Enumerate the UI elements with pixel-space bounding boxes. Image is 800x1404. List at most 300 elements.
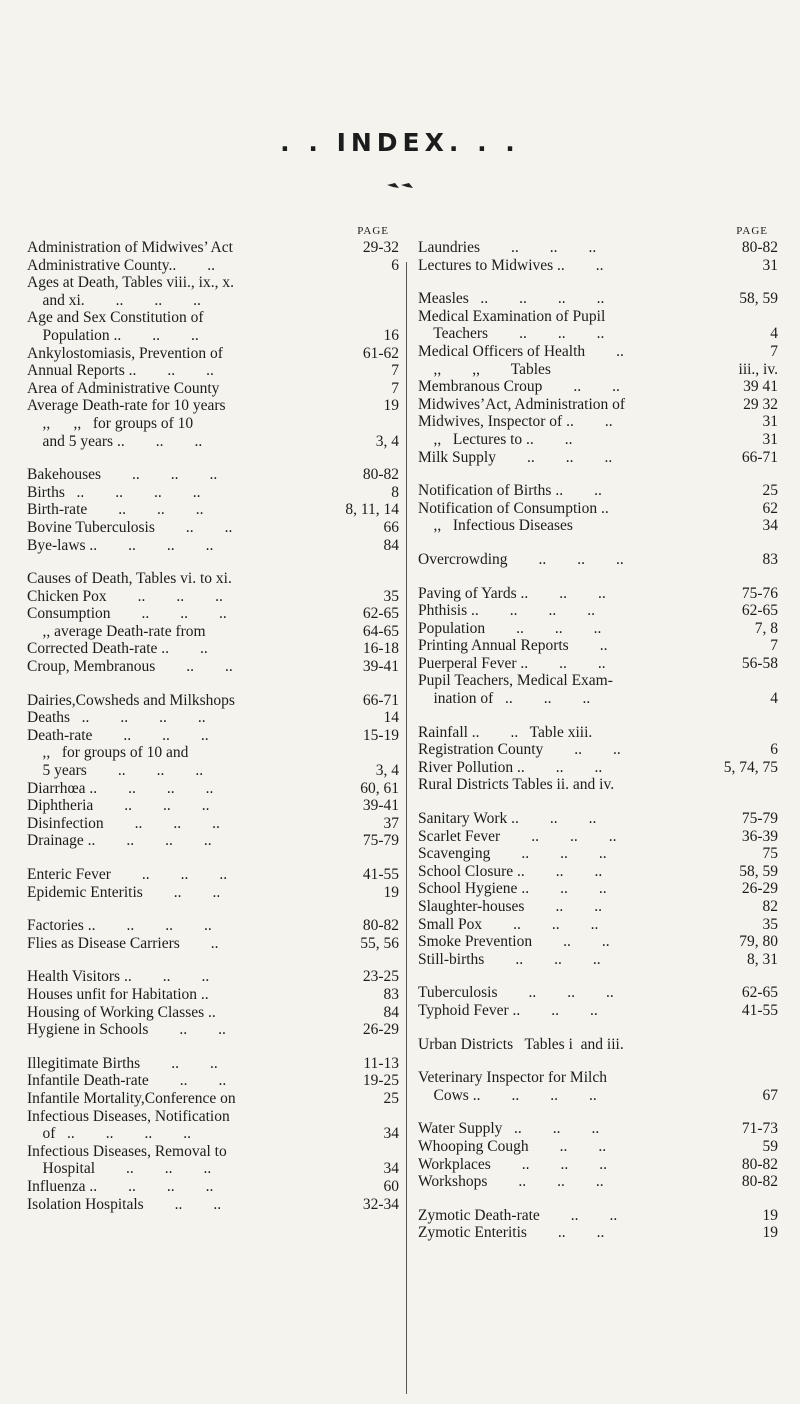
index-entry xyxy=(27,484,399,502)
index-term: Puerperal Fever .. .. .. xyxy=(418,654,606,672)
index-term: of .. .. .. .. xyxy=(27,1125,192,1143)
index-pages: 26-29 xyxy=(741,880,778,898)
index-entry xyxy=(27,239,399,257)
index-entry xyxy=(418,1207,778,1225)
index-entry xyxy=(418,620,778,638)
index-list xyxy=(27,239,399,1213)
index-term: Deaths .. .. .. .. xyxy=(27,709,206,727)
index-term: Diphtheria .. .. .. xyxy=(27,797,210,815)
index-term: Administration of Midwives’ Act xyxy=(27,239,233,256)
index-pages: 3, 4 xyxy=(375,432,399,450)
index-pages: 34 xyxy=(383,1125,399,1143)
index-entry xyxy=(27,327,399,345)
index-term: Rainfall .. .. Table xiii. xyxy=(418,723,593,741)
index-entry xyxy=(418,449,778,467)
index-term: River Pollution .. .. .. xyxy=(418,758,603,776)
index-pages: 3, 4 xyxy=(375,762,399,780)
index-term: Veterinary Inspector for Milch xyxy=(418,1069,607,1087)
index-entry xyxy=(418,933,778,951)
index-pages: 41-55 xyxy=(362,866,399,883)
index-pages: 66-71 xyxy=(362,691,399,709)
section-gap xyxy=(418,1191,778,1207)
index-term: Registration County .. .. xyxy=(418,741,621,759)
index-entry xyxy=(27,744,399,762)
index-entry xyxy=(27,1160,399,1178)
index-pages: 26-29 xyxy=(362,1021,399,1039)
index-pages: 80-82 xyxy=(741,239,778,256)
index-term: Average Death-rate for 10 years xyxy=(27,397,226,415)
index-term: ination of .. .. .. xyxy=(418,690,591,708)
index-pages: 37 xyxy=(383,814,399,832)
index-pages: 32-34 xyxy=(362,1195,399,1213)
index-entry xyxy=(27,466,399,484)
index-pages: 34 xyxy=(383,1160,399,1178)
index-term: Infantile Mortality,Conference on xyxy=(27,1089,236,1107)
index-term: Typhoid Fever .. .. .. xyxy=(418,1001,598,1019)
index-entry xyxy=(27,345,399,363)
index-term: Flies as Disease Carriers .. xyxy=(27,934,219,952)
section-gap xyxy=(418,1020,778,1036)
index-entry xyxy=(418,863,778,881)
index-term: Administrative County.. .. xyxy=(27,256,215,274)
index-entry xyxy=(27,1004,399,1022)
section-gap xyxy=(27,901,399,917)
index-term: Water Supply .. .. .. xyxy=(418,1120,600,1138)
index-term: Scavenging .. .. .. xyxy=(418,845,607,863)
index-entry xyxy=(27,537,399,555)
index-entry xyxy=(27,797,399,815)
index-term: Infectious Diseases, Notification xyxy=(27,1107,230,1125)
index-term: Rural Districts Tables ii. and iv. xyxy=(418,776,615,794)
index-pages: 23-25 xyxy=(362,968,399,986)
index-pages: 7 xyxy=(391,362,399,380)
index-entry xyxy=(418,828,778,846)
index-pages: 25 xyxy=(762,482,778,500)
index-pages: 25 xyxy=(383,1089,399,1107)
index-pages: 7 xyxy=(770,342,778,360)
index-term: Overcrowding .. .. .. xyxy=(418,550,624,568)
index-pages: 7, 8 xyxy=(754,619,778,637)
index-column-right xyxy=(418,223,778,1242)
index-pages: 7 xyxy=(391,379,399,397)
index-pages: 16-18 xyxy=(362,640,399,658)
section-gap xyxy=(27,450,399,466)
index-term: Membranous Croup .. .. xyxy=(418,378,620,396)
index-entry xyxy=(27,692,399,710)
index-term: Phthisis .. .. .. .. xyxy=(418,602,595,620)
index-term: Whooping Cough .. .. xyxy=(418,1137,607,1155)
index-entry xyxy=(27,397,399,415)
index-entry xyxy=(27,1196,399,1214)
index-pages: 34 xyxy=(762,517,778,535)
index-pages: 11-13 xyxy=(363,1054,399,1072)
index-entry xyxy=(27,780,399,798)
index-term: ,, ,, Tables xyxy=(418,360,551,378)
index-pages: 29 32 xyxy=(743,395,778,413)
page-column-header: PAGE xyxy=(736,225,768,237)
index-term: Bakehouses .. .. .. xyxy=(27,466,218,484)
index-entry xyxy=(418,984,778,1002)
index-entry xyxy=(27,570,399,588)
section-gap xyxy=(418,794,778,810)
index-entry xyxy=(418,585,778,603)
index-column-left xyxy=(27,223,399,1213)
index-pages: 39 41 xyxy=(743,378,778,396)
index-entry xyxy=(418,724,778,742)
index-term: Corrected Death-rate .. .. xyxy=(27,640,208,658)
index-entry xyxy=(27,433,399,451)
index-term: Infantile Death-rate .. .. xyxy=(27,1072,227,1090)
index-term: Tuberculosis .. .. .. xyxy=(418,984,614,1002)
index-term: ,, for groups of 10 and xyxy=(27,744,189,762)
index-entry xyxy=(418,482,778,500)
index-list xyxy=(418,239,778,1242)
index-term: Area of Administrative County xyxy=(27,379,220,397)
index-entry xyxy=(27,917,399,935)
index-term: Chicken Pox .. .. .. xyxy=(27,587,223,605)
index-entry xyxy=(27,986,399,1004)
index-pages: 80-82 xyxy=(741,1155,778,1173)
index-term: Bye-laws .. .. .. .. xyxy=(27,536,214,554)
index-entry xyxy=(27,257,399,275)
index-term: Printing Annual Reports .. xyxy=(418,637,608,655)
index-term: Ankylostomiasis, Prevention of xyxy=(27,344,223,362)
index-pages: 75-76 xyxy=(741,584,778,602)
index-term: Laundries .. .. .. xyxy=(418,239,597,256)
index-entry xyxy=(27,362,399,380)
index-term: Slaughter-houses .. .. xyxy=(418,898,602,915)
section-gap xyxy=(27,850,399,866)
index-term: Epidemic Enteritis .. .. xyxy=(27,883,221,901)
index-entry xyxy=(27,1090,399,1108)
index-pages: 7 xyxy=(770,637,778,655)
index-entry xyxy=(27,640,399,658)
index-entry xyxy=(418,290,778,308)
index-entry xyxy=(418,1087,778,1105)
index-entry xyxy=(27,588,399,606)
index-entry xyxy=(418,916,778,934)
index-entry xyxy=(27,605,399,623)
section-gap xyxy=(418,708,778,724)
index-term: ,, Infectious Diseases xyxy=(418,517,573,535)
index-pages: 6 xyxy=(391,256,399,274)
index-term: Workplaces .. .. .. xyxy=(418,1155,608,1173)
index-pages: 19 xyxy=(762,1224,778,1242)
section-gap xyxy=(418,274,778,290)
index-term: Hospital .. .. .. xyxy=(27,1160,212,1178)
index-pages: 35 xyxy=(383,587,399,605)
index-entry xyxy=(418,1224,778,1242)
index-entry xyxy=(418,690,778,708)
index-pages: 35 xyxy=(762,915,778,933)
section-gap xyxy=(418,1104,778,1120)
index-term: Zymotic Enteritis .. .. xyxy=(418,1224,605,1242)
index-entry xyxy=(418,672,778,690)
index-term: Medical Examination of Pupil xyxy=(418,307,606,325)
index-term: Midwives, Inspector of .. .. xyxy=(418,413,613,431)
index-term: School Closure .. .. .. xyxy=(418,862,603,880)
index-term: Lectures to Midwives .. .. xyxy=(418,256,604,274)
index-pages: 83 xyxy=(383,985,399,1003)
index-entry xyxy=(418,1156,778,1174)
index-pages: 75 xyxy=(762,845,778,863)
index-term: Croup, Membranous .. .. xyxy=(27,658,233,676)
index-pages: 15-19 xyxy=(362,726,399,744)
index-entry xyxy=(418,637,778,655)
index-entry xyxy=(418,239,778,257)
index-entry xyxy=(418,1120,778,1138)
index-entry xyxy=(418,1173,778,1191)
index-pages: 39-41 xyxy=(362,658,399,676)
index-pages: 58, 59 xyxy=(739,862,778,880)
index-pages: 8, 11, 14 xyxy=(345,501,399,519)
index-entry xyxy=(418,551,778,569)
index-entry xyxy=(27,309,399,327)
index-entry xyxy=(27,1178,399,1196)
index-entry xyxy=(27,658,399,676)
index-entry xyxy=(418,898,778,916)
index-entry xyxy=(27,1055,399,1073)
index-pages: 75-79 xyxy=(362,832,399,850)
index-term: Smoke Prevention .. .. xyxy=(418,933,610,951)
index-pages: 31 xyxy=(762,256,778,274)
index-pages: 62-65 xyxy=(362,605,399,623)
index-entry xyxy=(27,1021,399,1039)
index-entry xyxy=(27,968,399,986)
index-entry xyxy=(418,325,778,343)
index-entry xyxy=(27,727,399,745)
index-entry xyxy=(418,1036,778,1054)
index-term: Births .. .. .. .. xyxy=(27,483,201,501)
index-term: ,, average Death-rate from xyxy=(27,622,206,640)
index-term: Illegitimate Births .. .. xyxy=(27,1054,218,1072)
index-pages: 59 xyxy=(762,1137,778,1155)
section-gap xyxy=(27,1039,399,1055)
section-gap xyxy=(27,676,399,692)
index-pages: 55, 56 xyxy=(360,934,399,952)
index-term: Measles .. .. .. .. xyxy=(418,290,605,308)
index-pages: 62-65 xyxy=(741,602,778,620)
index-pages: 16 xyxy=(383,326,399,344)
index-pages: 62-65 xyxy=(741,984,778,1002)
index-pages: 19 xyxy=(383,397,399,415)
index-entry xyxy=(418,361,778,379)
index-term: 5 years .. .. .. xyxy=(27,762,204,780)
index-term: Paving of Yards .. .. .. xyxy=(418,584,606,602)
index-term: Ages at Death, Tables viii., ix., x. xyxy=(27,274,234,292)
index-entry xyxy=(27,709,399,727)
index-entry xyxy=(27,415,399,433)
page-column-header: PAGE xyxy=(357,225,389,237)
index-term: Isolation Hospitals .. .. xyxy=(27,1195,222,1213)
index-entry xyxy=(418,517,778,535)
index-entry xyxy=(27,884,399,902)
index-pages: 60, 61 xyxy=(360,779,399,797)
index-pages: 4 xyxy=(770,325,778,343)
index-entry xyxy=(27,519,399,537)
index-pages: 29-32 xyxy=(362,239,399,256)
index-term: Infectious Diseases, Removal to xyxy=(27,1142,227,1160)
index-term: Cows .. .. .. .. xyxy=(418,1086,597,1104)
index-pages: 82 xyxy=(762,898,778,915)
index-term: and 5 years .. .. .. xyxy=(27,432,203,450)
index-entry xyxy=(418,810,778,828)
index-entry xyxy=(27,501,399,519)
index-entry xyxy=(418,343,778,361)
index-pages: 19 xyxy=(383,883,399,901)
index-pages: 4 xyxy=(770,690,778,708)
index-pages: 5, 74, 75 xyxy=(723,758,778,776)
index-pages: 71-73 xyxy=(741,1120,778,1138)
index-term: Causes of Death, Tables vi. to xi. xyxy=(27,570,232,588)
index-term: Consumption .. .. .. xyxy=(27,605,227,623)
index-entry xyxy=(27,815,399,833)
index-pages: 58, 59 xyxy=(739,290,778,308)
page-title: . . INDEX. . . xyxy=(280,128,520,157)
index-term: Pupil Teachers, Medical Exam- xyxy=(418,672,613,690)
index-entry xyxy=(418,602,778,620)
index-entry xyxy=(27,1125,399,1143)
index-term: Bovine Tuberculosis .. .. xyxy=(27,518,233,536)
index-term: Houses unfit for Habitation .. xyxy=(27,985,209,1003)
index-term: Medical Officers of Health .. xyxy=(418,342,624,360)
index-pages: 60 xyxy=(383,1177,399,1195)
index-pages: 84 xyxy=(383,536,399,554)
section-gap xyxy=(418,569,778,585)
index-entry xyxy=(418,741,778,759)
index-pages: 80-82 xyxy=(741,1173,778,1191)
index-term: Disinfection .. .. .. xyxy=(27,814,220,832)
ornament-icon xyxy=(385,181,415,191)
index-entry xyxy=(27,866,399,884)
index-term: Factories .. .. .. .. xyxy=(27,917,212,935)
index-pages: 75-79 xyxy=(741,810,778,828)
index-entry xyxy=(27,762,399,780)
index-term: Workshops .. .. .. xyxy=(418,1173,604,1191)
index-term: Enteric Fever .. .. .. xyxy=(27,866,228,883)
index-pages: 8 xyxy=(391,483,399,501)
index-term: Diarrhœa .. .. .. .. xyxy=(27,779,214,797)
index-term: Urban Districts Tables i and iii. xyxy=(418,1035,624,1053)
index-pages: 61-62 xyxy=(362,344,399,362)
index-entry xyxy=(418,951,778,969)
index-entry xyxy=(418,500,778,518)
index-entry xyxy=(27,380,399,398)
index-entry xyxy=(27,935,399,953)
section-gap xyxy=(418,1053,778,1069)
index-entry xyxy=(27,832,399,850)
index-pages: 79, 80 xyxy=(739,933,778,951)
index-pages: 80-82 xyxy=(362,466,399,484)
index-term: and xi. .. .. .. xyxy=(27,291,201,309)
index-term: Age and Sex Constitution of xyxy=(27,309,204,327)
index-term: Birth-rate .. .. .. xyxy=(27,501,204,519)
index-pages: 19-25 xyxy=(362,1072,399,1090)
index-pages: 14 xyxy=(383,709,399,727)
index-term: ,, ,, for groups of 10 xyxy=(27,414,194,432)
section-gap xyxy=(418,466,778,482)
section-gap xyxy=(418,968,778,984)
index-term: Housing of Working Classes .. xyxy=(27,1003,216,1021)
index-term: Small Pox .. .. .. xyxy=(418,915,599,933)
index-entry xyxy=(418,1002,778,1020)
section-gap xyxy=(418,535,778,551)
index-entry xyxy=(27,623,399,641)
index-pages: 31 xyxy=(762,430,778,448)
index-entry xyxy=(418,1069,778,1087)
index-pages: 8, 31 xyxy=(747,950,778,968)
index-pages: 36-39 xyxy=(741,827,778,845)
index-entry xyxy=(418,759,778,777)
index-pages: 41-55 xyxy=(741,1001,778,1019)
index-term: Sanitary Work .. .. .. xyxy=(418,810,597,828)
index-pages: iii., iv. xyxy=(738,360,778,378)
index-entry xyxy=(418,378,778,396)
index-entry xyxy=(418,413,778,431)
index-pages: 19 xyxy=(762,1206,778,1224)
index-entry xyxy=(418,880,778,898)
index-term: ,, Lectures to .. .. xyxy=(418,430,573,448)
index-term: School Hygiene .. .. .. xyxy=(418,880,607,898)
index-pages: 66-71 xyxy=(741,448,778,466)
index-term: Population .. .. .. xyxy=(418,619,602,637)
index-term: Zymotic Death-rate .. .. xyxy=(418,1206,618,1224)
index-term: Dairies,Cowsheds and Milkshops xyxy=(27,691,235,709)
index-entry xyxy=(418,308,778,326)
index-entry xyxy=(27,1072,399,1090)
index-term: Notification of Births .. .. xyxy=(418,482,602,500)
index-pages: 66 xyxy=(383,518,399,536)
index-pages: 56-58 xyxy=(741,654,778,672)
index-entry xyxy=(27,1108,399,1126)
index-pages: 84 xyxy=(383,1003,399,1021)
index-term: Teachers .. .. .. xyxy=(418,325,605,343)
column-divider xyxy=(406,262,407,1394)
index-entry xyxy=(418,257,778,275)
index-term: Annual Reports .. .. .. xyxy=(27,362,214,380)
index-entry xyxy=(27,274,399,292)
index-term: Scarlet Fever .. .. .. xyxy=(418,827,617,845)
index-pages: 64-65 xyxy=(362,622,399,640)
index-entry xyxy=(27,1143,399,1161)
index-term: Still-births .. .. .. xyxy=(418,950,601,968)
index-term: Midwives’Act, Administration of xyxy=(418,395,626,413)
index-pages: 80-82 xyxy=(362,917,399,935)
index-entry xyxy=(418,776,778,794)
index-term: Drainage .. .. .. .. xyxy=(27,832,212,850)
index-entry xyxy=(418,1138,778,1156)
index-term: Influenza .. .. .. .. xyxy=(27,1177,214,1195)
index-pages: 6 xyxy=(770,741,778,759)
section-gap xyxy=(27,554,399,570)
index-pages: 67 xyxy=(762,1086,778,1104)
index-entry xyxy=(418,431,778,449)
index-term: Hygiene in Schools .. .. xyxy=(27,1021,226,1039)
index-term: Death-rate .. .. .. xyxy=(27,726,209,744)
index-term: Notification of Consumption .. xyxy=(418,499,609,517)
index-term: Population .. .. .. xyxy=(27,326,199,344)
section-gap xyxy=(27,952,399,968)
index-entry xyxy=(27,292,399,310)
index-term: Milk Supply .. .. .. xyxy=(418,448,613,466)
index-entry xyxy=(418,845,778,863)
index-pages: 83 xyxy=(762,550,778,568)
index-pages: 31 xyxy=(762,413,778,431)
index-entry xyxy=(418,396,778,414)
index-pages: 39-41 xyxy=(362,797,399,815)
index-term: Health Visitors .. .. .. xyxy=(27,968,210,986)
index-pages: 62 xyxy=(762,499,778,517)
